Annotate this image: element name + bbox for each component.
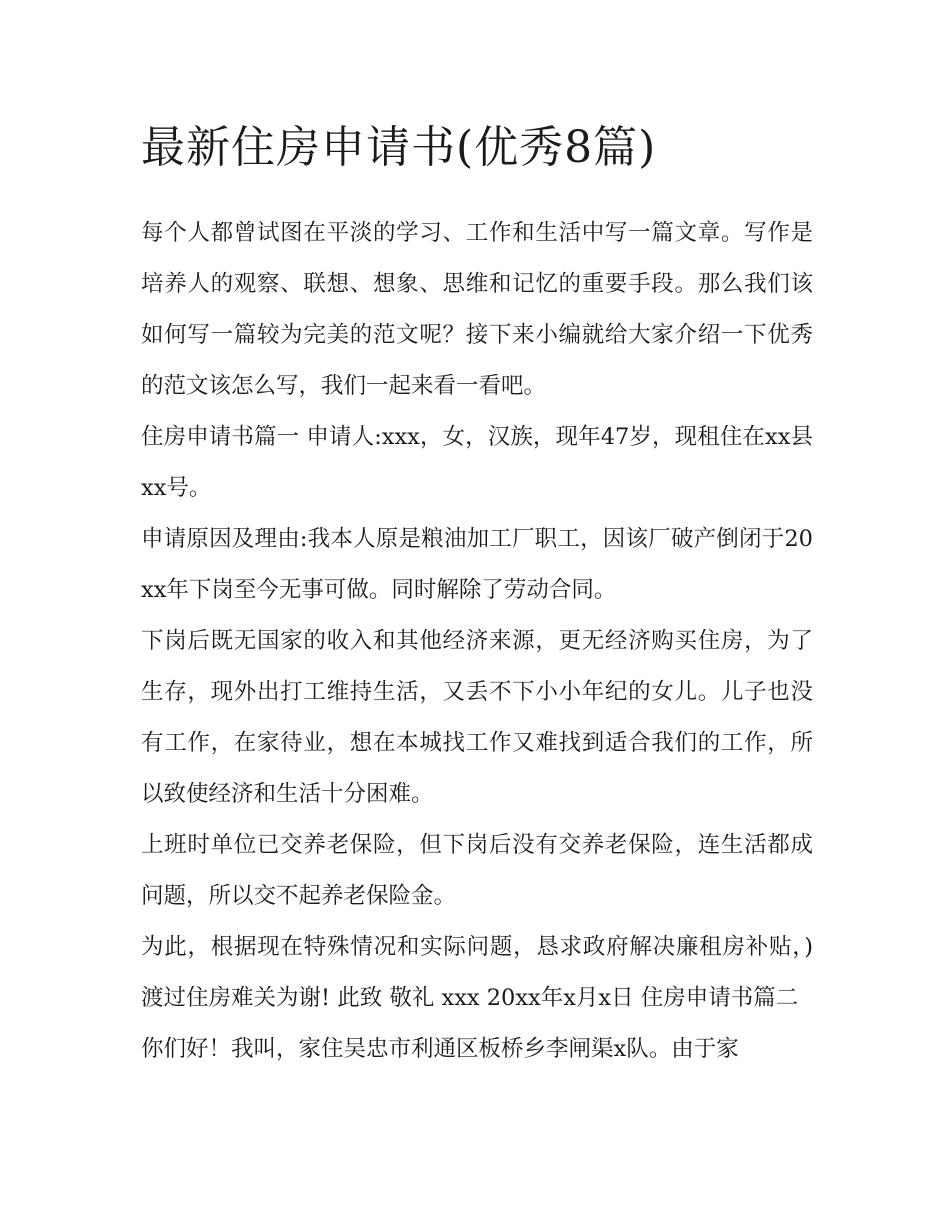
paragraph-reason: 申请原因及理由:我本人原是粮油加工厂职工，因该厂破产倒闭于20xx年下岗至今无事可做。同时解除了劳动合同。 <box>141 526 813 603</box>
document-title: 最新住房申请书(优秀8篇) <box>141 122 657 173</box>
document-page <box>141 112 813 1075</box>
paragraph-letter-two: 你们好！我叫，家住吴忠市利通区板桥乡李闸渠x队。由于家 <box>141 1036 739 1062</box>
paragraph-hardship: 下岗后既无国家的收入和其他经济来源，更无经济购买住房，为了生存，现外出打工维持生活，又丢不下小小年纪的女儿。儿子也没有工作，在家待业，想在本城找工作又难找到适合我们的工作，所以致使经济和生活十分困难。 <box>141 628 813 807</box>
paragraph-intro: 每个人都曾试图在平淡的学习、工作和生活中写一篇文章。写作是培养人的观察、联想、想象、思维和记忆的重要手段。那么我们该如何写一篇较为完美的范文呢？接下来小编就给大家介绍一下优秀的范文该怎么写，我们一起来看一看吧。 <box>141 220 813 399</box>
paragraph-applicant: 住房申请书篇一 申请人:xxx，女，汉族，现年47岁，现租住在xx县xx号。 <box>141 424 813 501</box>
paragraph-request: 为此，根据现在特殊情况和实际问题，恳求政府解决廉租房补贴，)渡过住房难关为谢! 此致 敬礼 xxx 20xx年x月x日 住房申请书篇二 <box>141 934 813 1011</box>
paragraph-insurance: 上班时单位已交养老保险，但下岗后没有交养老保险，连生活都成问题，所以交不起养老保险金。 <box>141 832 813 909</box>
